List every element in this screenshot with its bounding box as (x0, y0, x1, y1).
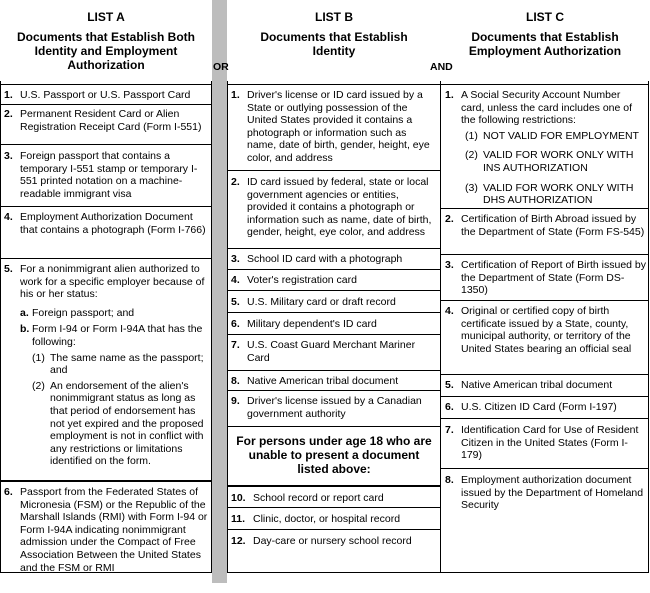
list-c-title: LIST C (526, 10, 564, 24)
list-b-item-1 (227, 84, 441, 171)
list-c-item-8 (441, 468, 649, 519)
list-c-header (441, 0, 649, 58)
list-c-column (441, 0, 649, 583)
item-number: 1. (4, 89, 13, 101)
item-5-b1 (32, 352, 209, 377)
item-number: 6. (231, 318, 240, 330)
sub-label: a. (20, 306, 29, 319)
sub-text: The same name as the passport; and (50, 351, 204, 377)
item-number: 3. (445, 259, 454, 271)
item-text: Passport from the Federated States of Micronesia (FSM) or the Republic of the Marshall Islands (RMI) with Form I-94 or Form I-94A indicating nonimmigrant admission under the Compact of Free Association Between the United States and the FSM or RMI (20, 486, 208, 574)
item-text: Certification of Report of Birth issued by the Department of State (Form DS-1350) (461, 259, 647, 297)
item-text: U.S. Citizen ID Card (Form I-197) (461, 401, 617, 413)
item-5-a (20, 307, 209, 320)
item-text: Day-care or nursery school record (253, 535, 412, 547)
list-b-item-12 (227, 529, 441, 552)
list-b-item-10 (227, 485, 441, 509)
item-number: 6. (445, 401, 454, 413)
item-text: Driver's license issued by a Canadian government authority (247, 395, 422, 420)
item-text: School ID card with a photograph (247, 253, 403, 265)
item-number: 1. (231, 89, 240, 101)
item-text (461, 89, 646, 207)
item-number: 8. (445, 474, 454, 486)
item-text: ID card issued by federal, state or local government agencies or entities, provided it contains a photograph or information such as name, date of birth, gender, height, eye color, and address (247, 176, 432, 239)
item-5-b2 (32, 380, 209, 468)
or-label: OR (213, 61, 229, 73)
item-text: Original or certified copy of birth certificate issued by a State, county, municipal authority, or territory of the United States bearing an official seal (461, 305, 632, 355)
item-text: Native American tribal document (247, 375, 399, 387)
item-number: 4. (4, 211, 13, 223)
item-text: Military dependent's ID card (247, 318, 377, 330)
list-b-item-3 (227, 248, 441, 270)
list-b-header (227, 0, 441, 58)
item-text: Permanent Resident Card or Alien Registration Receipt Card (Form I-551) (20, 108, 202, 133)
sub-text: Form I-94 or Form I-94A that has the following: (32, 323, 203, 348)
restriction-label: (2) (465, 149, 478, 162)
item-number: 4. (445, 305, 454, 317)
item-text: Foreign passport that contains a temporary I-551 stamp or temporary I-551 printed notation on a machine-readable immigrant visa (20, 150, 198, 200)
list-b-item-2 (227, 170, 441, 249)
item-text: U.S. Military card or draft record (247, 296, 396, 308)
sub-text: An endorsement of the alien's nonimmigrant status as long as that period of endorsement has not yet expired and the proposed employment is not in conflict with any restrictions or limitations identified on the form. (50, 379, 204, 468)
item-number: 10. (231, 492, 246, 504)
item-text: Driver's license or ID card issued by a State or outlying possession of the United States provided it contains a photograph or information such as name, date of birth, gender, height, eye color, and address (247, 89, 430, 164)
list-c-item-3 (441, 254, 649, 301)
item-number: 5. (4, 263, 13, 275)
list-a-item-3 (0, 144, 212, 207)
sub-text: Foreign passport; and (32, 306, 135, 319)
under18-heading: For persons under age 18 who are unable to present a document listed above: (236, 434, 432, 476)
item-text (20, 263, 209, 468)
item-text: Employment Authorization Document that contains a photograph (Form I-766) (20, 211, 206, 236)
item-5-intro: For a nonimmigrant alien authorized to work for a specific employer because of his or her status: (20, 263, 205, 301)
restriction-text: NOT VALID FOR EMPLOYMENT (483, 129, 639, 142)
item-number: 7. (231, 339, 240, 351)
item-number: 2. (231, 176, 240, 188)
item-text: Voter's registration card (247, 274, 357, 286)
item-number: 3. (231, 253, 240, 265)
item-number: 3. (4, 150, 13, 162)
list-b-item-9 (227, 390, 441, 427)
item-text: School record or report card (253, 492, 384, 504)
item-text: Certification of Birth Abroad issued by the Department of State (Form FS-545) (461, 213, 645, 238)
restriction-2 (465, 149, 646, 174)
list-a-item-4 (0, 206, 212, 259)
column-separator (212, 0, 227, 583)
and-label: AND (430, 61, 453, 73)
item-1-intro: A Social Security Account Number card, unless the card includes one of the following restrictions: (461, 89, 633, 127)
item-number: 2. (4, 108, 13, 120)
restriction-text: VALID FOR WORK ONLY WITH DHS AUTHORIZATION (483, 181, 634, 207)
restriction-3 (465, 182, 646, 207)
list-a-title: LIST A (87, 10, 125, 24)
item-number: 11. (231, 513, 246, 525)
restriction-label: (1) (465, 129, 478, 142)
list-c-item-6 (441, 396, 649, 419)
sub-label: b. (20, 323, 30, 336)
item-text: U.S. Coast Guard Merchant Mariner Card (247, 339, 416, 364)
list-c-subtitle: Documents that Establish Employment Authorization (468, 30, 622, 58)
list-c-item-4 (441, 300, 649, 373)
list-b-item-11 (227, 507, 441, 530)
sub-label: (1) (32, 351, 45, 364)
list-c-item-5 (441, 374, 649, 397)
item-text: Clinic, doctor, or hospital record (253, 513, 401, 525)
list-b-title: LIST B (315, 10, 353, 24)
list-a-column (0, 0, 212, 583)
item-number: 6. (4, 486, 13, 498)
list-b-column (227, 0, 441, 583)
list-b-under18-section (227, 426, 441, 485)
item-number: 4. (231, 274, 240, 286)
item-text: Native American tribal document (461, 379, 613, 391)
list-a-subtitle: Documents that Establish Both Identity and Employment Authorization (16, 30, 195, 72)
item-number: 5. (445, 379, 454, 391)
sub-label: (2) (32, 379, 45, 392)
restriction-label: (3) (465, 181, 478, 194)
list-a-item-6 (0, 480, 212, 575)
item-number: 7. (445, 424, 454, 436)
list-a-item-1 (0, 84, 212, 105)
list-b-item-7 (227, 334, 441, 371)
item-number: 9. (231, 395, 240, 407)
item-number: 5. (231, 296, 240, 308)
restriction-list (465, 130, 646, 207)
item-text: U.S. Passport or U.S. Passport Card (20, 89, 191, 101)
list-c-item-2 (441, 208, 649, 255)
restriction-1 (465, 130, 646, 143)
item-number: 12. (231, 535, 246, 547)
item-number: 8. (231, 375, 240, 387)
list-b-item-8 (227, 370, 441, 391)
item-number: 2. (445, 213, 454, 225)
item-5-b (20, 323, 209, 348)
list-b-item-5 (227, 290, 441, 313)
item-number: 1. (445, 89, 454, 101)
list-a-item-5 (0, 258, 212, 479)
list-b-item-6 (227, 312, 441, 335)
list-b-subtitle: Documents that Establish Identity (260, 30, 408, 58)
list-c-item-1 (441, 84, 649, 209)
list-a-item-2 (0, 104, 212, 145)
item-text: Identification Card for Use of Resident Citizen in the United States (Form I-179) (461, 424, 639, 462)
list-c-item-7 (441, 418, 649, 469)
list-a-header (0, 0, 212, 72)
item-text: Employment authorization document issued by the Department of Homeland Security (461, 474, 644, 512)
restriction-text: VALID FOR WORK ONLY WITH INS AUTHORIZATION (483, 149, 634, 174)
list-b-item-4 (227, 269, 441, 291)
